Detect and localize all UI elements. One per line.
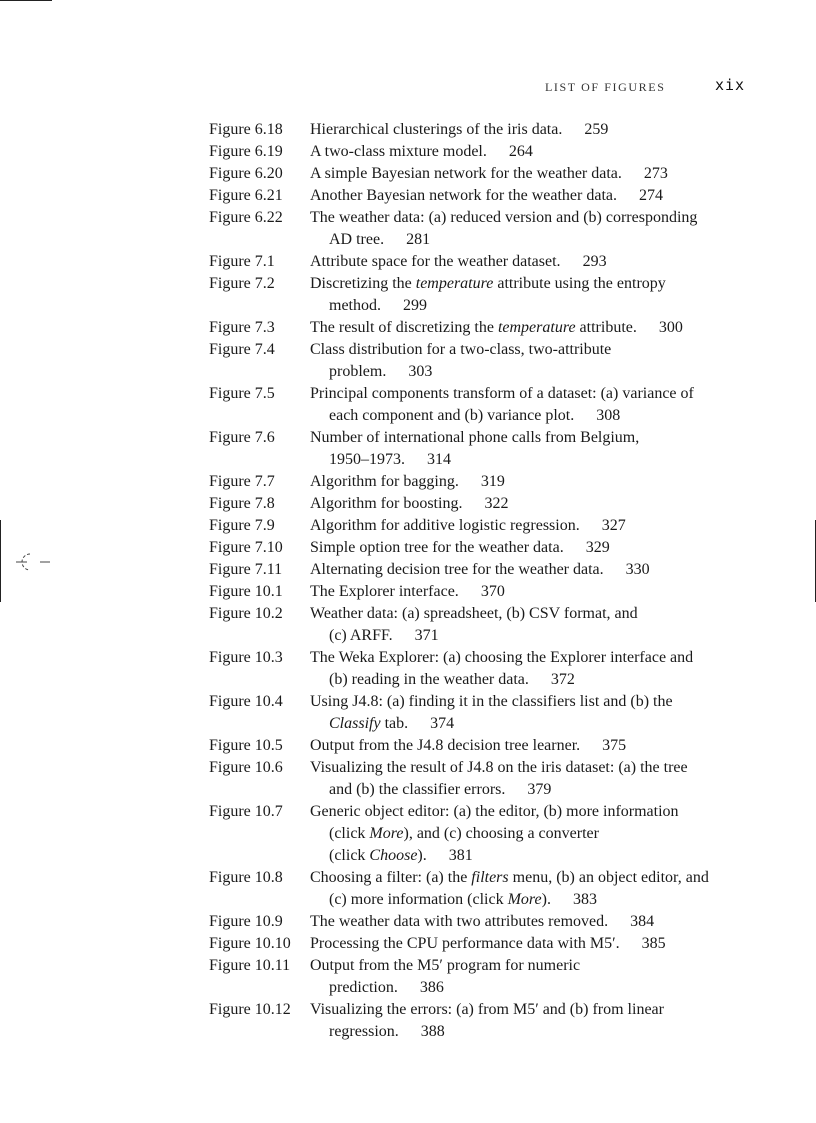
figure-caption (310, 493, 742, 515)
caption-line: Number of international phone calls from Belgium, (310, 429, 640, 446)
figure-page-number: 300 (658, 319, 683, 336)
figure-page-number: 274 (639, 187, 663, 204)
figure-caption (310, 317, 742, 339)
figure-number: Figure 6.22 (209, 209, 283, 226)
figure-caption (310, 867, 742, 911)
caption-line: each component and (b) variance plot. 308 (329, 407, 621, 424)
caption-line: The weather data with two attributes removed. 384 (310, 913, 655, 930)
figure-number: Figure 6.18 (209, 121, 283, 138)
figure-number: Figure 10.3 (209, 649, 283, 666)
figure-page-number: 381 (448, 847, 473, 864)
figure-page-number: 384 (630, 913, 655, 930)
figure-caption (310, 933, 742, 955)
figure-caption (310, 801, 742, 867)
figure-page-number: 375 (602, 737, 627, 754)
figure-entry (209, 383, 749, 427)
figure-entry (209, 339, 749, 383)
figure-entry (209, 273, 749, 317)
figure-caption (310, 471, 742, 493)
figure-entry (209, 757, 749, 801)
figure-page-number: 388 (420, 1023, 445, 1040)
figure-number: Figure 7.1 (209, 253, 275, 270)
figure-number: Figure 7.9 (209, 517, 275, 534)
caption-line: (click Choose). 381 (329, 847, 473, 864)
figure-entry (209, 493, 749, 515)
figure-caption (310, 999, 742, 1043)
figure-entry (209, 999, 749, 1043)
figure-entry (209, 515, 749, 537)
figure-page-number: 383 (572, 891, 597, 908)
figure-page-number: 281 (406, 231, 431, 248)
caption-line: Algorithm for bagging. 319 (310, 473, 505, 490)
caption-line: problem. 303 (329, 363, 433, 380)
caption-line: The weather data: (a) reduced version and (b) corresponding (310, 209, 698, 226)
caption-line: Algorithm for additive logistic regression. 327 (310, 517, 626, 534)
figure-page-number: 314 (427, 451, 451, 468)
figure-caption (310, 273, 742, 317)
caption-line: (c) ARFF. 371 (329, 627, 439, 644)
figure-entry (209, 933, 749, 955)
left-margin-rule (0, 520, 1, 602)
figure-caption (310, 603, 742, 647)
caption-line: Output from the J4.8 decision tree learner. 375 (310, 737, 627, 754)
figure-number: Figure 10.7 (209, 803, 283, 820)
corner-crop-rule (0, 0, 52, 1)
figure-page-number: 322 (484, 495, 509, 512)
figure-entry (209, 427, 749, 471)
figure-entry (209, 119, 749, 141)
figure-caption (310, 185, 742, 207)
caption-line: A simple Bayesian network for the weather data. 273 (310, 165, 668, 182)
figure-number: Figure 7.5 (209, 385, 275, 402)
figure-page-number: 372 (550, 671, 575, 688)
caption-line: (c) more information (click More). 383 (329, 891, 597, 908)
caption-line: Hierarchical clusterings of the iris data. 259 (310, 121, 609, 138)
figure-caption (310, 207, 742, 251)
caption-line: The Explorer interface. 370 (310, 583, 505, 600)
caption-line: and (b) the classifier errors. 379 (329, 781, 552, 798)
figure-entry (209, 537, 749, 559)
caption-line: Discretizing the temperature attribute using the entropy (310, 275, 666, 292)
figure-page-number: 379 (527, 781, 552, 798)
caption-line: A two-class mixture model. 264 (310, 143, 533, 160)
caption-line: (b) reading in the weather data. 372 (329, 671, 575, 688)
figure-page-number: 273 (643, 165, 668, 182)
caption-line: Principal components transform of a dataset: (a) variance of (310, 385, 694, 402)
figure-caption (310, 911, 742, 933)
figure-number: Figure 7.3 (209, 319, 275, 336)
figure-number: Figure 7.6 (209, 429, 275, 446)
figure-number: Figure 7.4 (209, 341, 275, 358)
figure-entry (209, 955, 749, 999)
caption-line: Weather data: (a) spreadsheet, (b) CSV format, and (310, 605, 638, 622)
figure-page-number: 319 (480, 473, 505, 490)
figure-caption (310, 559, 742, 581)
figure-caption (310, 251, 742, 273)
running-head: LIST OF FIGURES (545, 80, 666, 94)
figure-page-number: 308 (596, 407, 621, 424)
figure-number: Figure 10.1 (209, 583, 283, 600)
figure-caption (310, 515, 742, 537)
figure-caption (310, 647, 742, 691)
figure-entry (209, 581, 749, 603)
figure-number: Figure 7.11 (209, 561, 283, 578)
figure-number: Figure 10.8 (209, 869, 283, 886)
caption-line: Attribute space for the weather dataset. 293 (310, 253, 607, 270)
figure-page-number: 299 (403, 297, 427, 314)
figure-number: Figure 10.10 (209, 935, 291, 952)
figure-caption (310, 537, 742, 559)
caption-line: Processing the CPU performance data with M5′. 385 (310, 935, 666, 952)
registration-mark-icon (16, 548, 56, 576)
figure-number: Figure 10.6 (209, 759, 283, 776)
figure-list (209, 119, 749, 1043)
figure-number: Figure 7.2 (209, 275, 275, 292)
figure-page-number: 330 (625, 561, 650, 578)
figure-caption (310, 691, 742, 735)
figure-entry (209, 251, 749, 273)
caption-line: AD tree. 281 (329, 231, 431, 248)
figure-entry (209, 801, 749, 867)
figure-page-number: 371 (414, 627, 439, 644)
figure-entry (209, 691, 749, 735)
caption-line: The result of discretizing the temperature attribute. 300 (310, 319, 683, 336)
page-number: xix (715, 76, 746, 94)
caption-line: Choosing a filter: (a) the filters menu, (b) an object editor, and (310, 869, 709, 886)
caption-line: 1950–1973. 314 (329, 451, 451, 468)
figure-entry (209, 317, 749, 339)
figure-caption (310, 955, 742, 999)
figure-page-number: 374 (430, 715, 455, 732)
figure-entry (209, 735, 749, 757)
caption-line: prediction. 386 (329, 979, 444, 996)
figure-number: Figure 7.10 (209, 539, 283, 556)
caption-line: Output from the M5′ program for numeric (310, 957, 581, 974)
figure-caption (310, 119, 742, 141)
figure-caption (310, 427, 742, 471)
figure-caption (310, 581, 742, 603)
figure-caption (310, 757, 742, 801)
figure-number: Figure 10.4 (209, 693, 283, 710)
figure-number: Figure 10.12 (209, 1001, 291, 1018)
figure-number: Figure 6.21 (209, 187, 283, 204)
caption-line: Visualizing the errors: (a) from M5′ and (b) from linear (310, 1001, 664, 1018)
caption-line: Class distribution for a two-class, two-attribute (310, 341, 612, 358)
caption-line: Visualizing the result of J4.8 on the iris dataset: (a) the tree (310, 759, 688, 776)
figure-number: Figure 7.8 (209, 495, 275, 512)
caption-line: The Weka Explorer: (a) choosing the Explorer interface and (310, 649, 694, 666)
figure-entry (209, 471, 749, 493)
caption-line: Alternating decision tree for the weather data. 330 (310, 561, 650, 578)
figure-entry (209, 647, 749, 691)
caption-line: method. 299 (329, 297, 427, 314)
caption-line: Algorithm for boosting. 322 (310, 495, 509, 512)
figure-page-number: 259 (584, 121, 609, 138)
figure-caption (310, 339, 742, 383)
figure-page-number: 329 (585, 539, 610, 556)
page-header (0, 76, 816, 96)
figure-caption (310, 141, 742, 163)
figure-entry (209, 867, 749, 911)
figure-page-number: 264 (508, 143, 533, 160)
caption-line: Simple option tree for the weather data. 329 (310, 539, 610, 556)
figure-entry (209, 141, 749, 163)
caption-line: Classify tab. 374 (329, 715, 455, 732)
figure-number: Figure 6.19 (209, 143, 283, 160)
caption-line: Using J4.8: (a) finding it in the classifiers list and (b) the (310, 693, 673, 710)
figure-entry (209, 911, 749, 933)
figure-entry (209, 185, 749, 207)
figure-entry (209, 603, 749, 647)
figure-number: Figure 10.9 (209, 913, 283, 930)
figure-entry (209, 559, 749, 581)
figure-number: Figure 10.11 (209, 957, 291, 974)
figure-entry (209, 207, 749, 251)
figure-page-number: 293 (582, 253, 607, 270)
figure-caption (310, 163, 742, 185)
caption-line: regression. 388 (329, 1023, 445, 1040)
figure-entry (209, 163, 749, 185)
figure-page-number: 370 (480, 583, 505, 600)
figure-number: Figure 10.5 (209, 737, 283, 754)
figure-page-number: 385 (641, 935, 666, 952)
figure-page-number: 327 (601, 517, 626, 534)
figure-page-number: 303 (408, 363, 433, 380)
caption-line: Generic object editor: (a) the editor, (b) more information (310, 803, 679, 820)
caption-line: (click More), and (c) choosing a converter (329, 825, 599, 842)
figure-caption (310, 735, 742, 757)
caption-line: Another Bayesian network for the weather data. 274 (310, 187, 663, 204)
figure-number: Figure 6.20 (209, 165, 283, 182)
figure-page-number: 386 (419, 979, 444, 996)
figure-number: Figure 10.2 (209, 605, 283, 622)
figure-caption (310, 383, 742, 427)
figure-number: Figure 7.7 (209, 473, 275, 490)
